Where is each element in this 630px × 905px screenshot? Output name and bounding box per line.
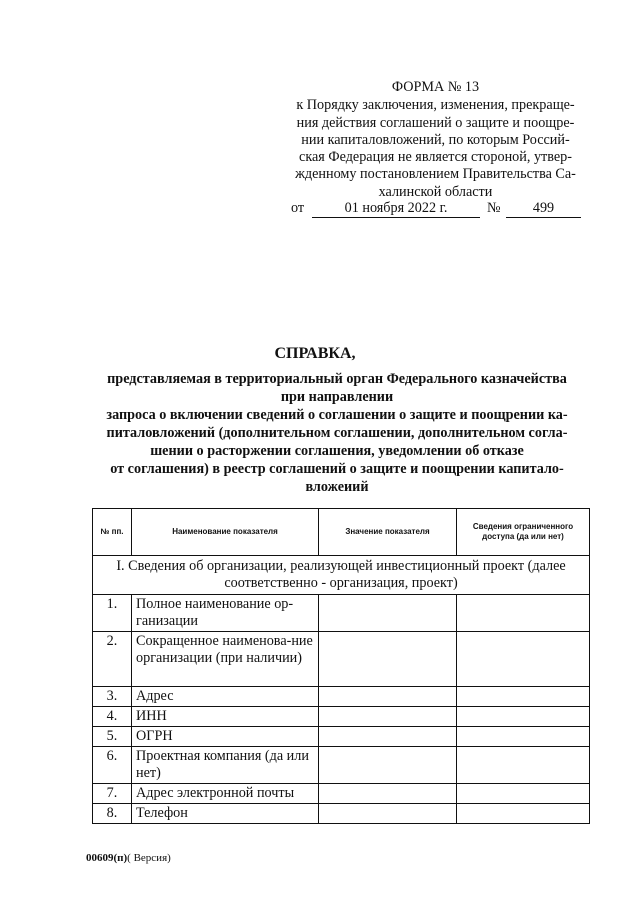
subtitle-line: при направлении: [280, 389, 394, 405]
row-value-cell[interactable]: [319, 707, 457, 727]
row-restricted-cell[interactable]: [457, 784, 590, 804]
subtitle-line: питаловложений (дополнительном соглашении, дополнительном согла-: [106, 425, 568, 441]
header-indicator-value: Значение показателя: [319, 509, 457, 556]
row-label: ОГРН: [132, 727, 319, 747]
table-row: [93, 727, 590, 747]
resolution-date: 01 ноября 2022 г.: [312, 200, 480, 218]
row-value-cell[interactable]: [319, 727, 457, 747]
row-number: 5.: [93, 727, 132, 747]
document-subtitle: [86, 370, 588, 496]
document-code-number: 00609(п): [86, 852, 128, 864]
row-restricted-cell[interactable]: [457, 707, 590, 727]
row-value-cell[interactable]: [319, 595, 457, 632]
row-label: Адрес электронной почты: [132, 784, 319, 804]
form-reference-line: жденному постановлением Правительства Са-: [295, 166, 576, 183]
row-restricted-cell[interactable]: [457, 727, 590, 747]
row-label: Сокращенное наименова-ние организации (при наличии): [132, 632, 319, 687]
table-row: [93, 632, 590, 687]
row-label: Телефон: [132, 804, 319, 824]
header-number: № пп.: [93, 509, 132, 556]
subtitle-line: шении о расторжении соглашения, уведомлении об отказе: [150, 443, 524, 459]
header-indicator-name: Наименование показателя: [132, 509, 319, 556]
document-code: [86, 852, 171, 864]
table-header-row: [93, 509, 590, 556]
row-restricted-cell[interactable]: [457, 804, 590, 824]
row-label: Полное наименование ор-ганизации: [132, 595, 319, 632]
table-row: [93, 747, 590, 784]
document-title: СПРАВКА,: [274, 345, 356, 362]
row-label: Проектная компания (да или нет): [132, 747, 319, 784]
section-title: I. Сведения об организации, реализующей инвестиционный проект (далее соответственно - организация, проект): [93, 556, 590, 595]
row-restricted-cell[interactable]: [457, 747, 590, 784]
organization-info-table: [92, 508, 590, 824]
resolution-date-line: [291, 200, 591, 220]
section-row: [93, 556, 590, 595]
form-reference-line: нии капиталовложений, по которым Россий-: [301, 131, 570, 148]
row-restricted-cell[interactable]: [457, 687, 590, 707]
row-number: 3.: [93, 687, 132, 707]
form-header: [284, 79, 587, 201]
row-value-cell[interactable]: [319, 687, 457, 707]
form-number: ФОРМА № 13: [391, 79, 480, 95]
table-row: [93, 595, 590, 632]
row-number: 4.: [93, 707, 132, 727]
row-number: 1.: [93, 595, 132, 632]
row-label: Адрес: [132, 687, 319, 707]
row-number: 8.: [93, 804, 132, 824]
subtitle-line: представляемая в территориальный орган Федерального казначейства: [107, 371, 567, 387]
form-reference: [284, 97, 587, 201]
document-code-version: ( Версия): [127, 852, 171, 864]
resolution-number: 499: [506, 200, 581, 218]
form-reference-line: ская Федерация не является стороной, утвер-: [299, 149, 572, 166]
date-prefix: от: [291, 200, 305, 216]
table-row: [93, 784, 590, 804]
row-restricted-cell[interactable]: [457, 595, 590, 632]
row-value-cell[interactable]: [319, 804, 457, 824]
row-number: 6.: [93, 747, 132, 784]
row-restricted-cell[interactable]: [457, 632, 590, 687]
row-value-cell[interactable]: [319, 632, 457, 687]
header-restricted-access: Сведения ограниченного доступа (да или нет): [457, 509, 590, 556]
row-number: 7.: [93, 784, 132, 804]
row-number: 2.: [93, 632, 132, 687]
row-value-cell[interactable]: [319, 747, 457, 784]
number-prefix: №: [487, 200, 501, 216]
subtitle-line: запроса о включении сведений о соглашении о защите и поощрении ка-: [106, 407, 568, 423]
subtitle-line: вложеиий: [305, 479, 369, 495]
table-row: [93, 707, 590, 727]
subtitle-line: от соглашения) в реестр соглашений о защите и поощрении капитало-: [110, 461, 564, 477]
form-reference-line: ния действия соглашений о защите и поощре-: [296, 114, 575, 131]
form-reference-line: халинской области: [378, 183, 493, 200]
row-label: ИНН: [132, 707, 319, 727]
table-row: [93, 687, 590, 707]
form-reference-line: к Порядку заключения, изменения, прекраще-: [296, 97, 575, 114]
row-value-cell[interactable]: [319, 784, 457, 804]
table-row: [93, 804, 590, 824]
